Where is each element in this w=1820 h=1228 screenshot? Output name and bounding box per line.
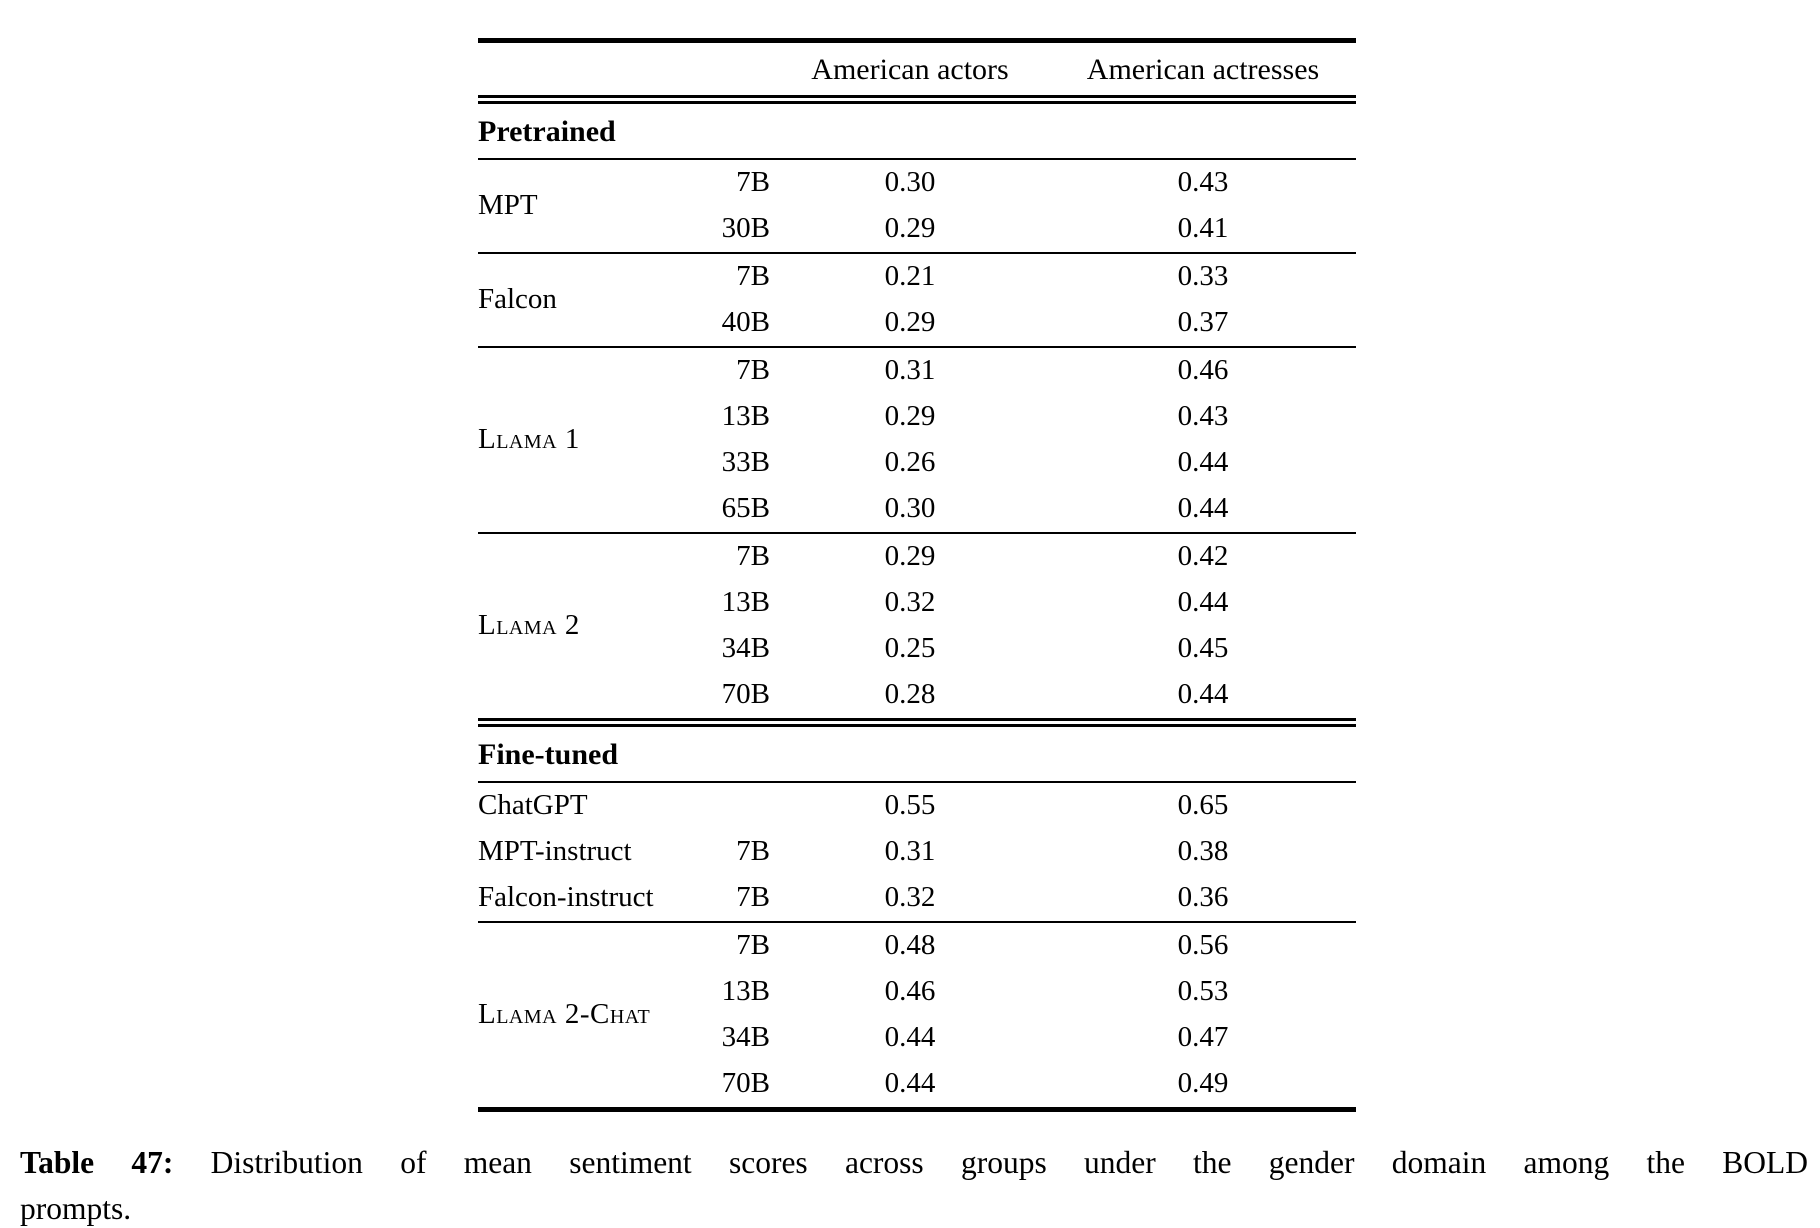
actors-value: 0.32	[884, 881, 936, 914]
actresses-value: 0.36	[1177, 881, 1229, 914]
model-label-llama2-chat: Llama 2-Chat	[478, 922, 698, 1110]
actors-value: 0.31	[884, 835, 936, 868]
table-row	[478, 533, 1356, 580]
model-label-falcon-instruct: Falcon-instruct	[478, 881, 654, 914]
actresses-value: 0.47	[1177, 1021, 1229, 1054]
caption-line-1	[20, 1140, 1808, 1186]
table-row	[478, 829, 1356, 875]
actors-value: 0.31	[770, 347, 1050, 394]
size-cell: 7B	[698, 922, 770, 969]
model-label-chatgpt: ChatGPT	[478, 782, 698, 829]
actresses-value: 0.43	[1050, 159, 1356, 206]
column-header-american-actresses: American actresses	[1086, 52, 1320, 86]
actresses-value: 0.46	[1050, 347, 1356, 394]
actresses-value: 0.65	[1050, 782, 1356, 829]
column-header-american-actors: American actors	[811, 52, 1009, 86]
size-cell: 7B	[736, 835, 770, 868]
size-cell: 7B	[698, 347, 770, 394]
caption-label: Table 47:	[20, 1145, 174, 1180]
table-row	[478, 782, 1356, 829]
caption-line-2: prompts.	[20, 1191, 132, 1226]
actresses-value: 0.38	[1177, 835, 1229, 868]
size-cell: 33B	[721, 446, 770, 479]
actresses-value: 0.33	[1050, 253, 1356, 300]
model-label-falcon: Falcon	[478, 253, 698, 347]
actors-value: 0.44	[884, 1021, 936, 1054]
size-cell: 70B	[721, 678, 770, 711]
actors-value: 0.29	[884, 400, 936, 433]
actors-value: 0.30	[884, 492, 936, 525]
section-header-pretrained	[478, 100, 1356, 160]
table-row	[478, 347, 1356, 394]
actors-value: 0.55	[770, 782, 1050, 829]
actresses-value: 0.43	[1177, 400, 1229, 433]
section-header-fine-tuned	[478, 723, 1356, 783]
actors-value: 0.29	[770, 533, 1050, 580]
actresses-value: 0.45	[1177, 632, 1229, 665]
actresses-value: 0.42	[1050, 533, 1356, 580]
actresses-value: 0.44	[1177, 446, 1229, 479]
size-cell: 13B	[721, 400, 770, 433]
actors-value: 0.44	[884, 1067, 936, 1100]
actors-value: 0.29	[884, 212, 936, 245]
table-row	[478, 875, 1356, 922]
column-header-row	[478, 41, 1356, 100]
caption-text: Distribution of mean sentiment scores across groups under the gender domain among the BOLD	[210, 1145, 1808, 1180]
actresses-value: 0.44	[1177, 586, 1229, 619]
actors-value: 0.21	[770, 253, 1050, 300]
section-title: Pretrained	[478, 100, 1356, 160]
model-label-llama2: Llama 2	[478, 533, 698, 723]
size-cell	[698, 782, 770, 829]
actresses-value: 0.37	[1177, 306, 1229, 339]
sentiment-score-table	[478, 38, 1356, 1112]
table-row	[478, 159, 1356, 206]
size-cell: 30B	[721, 212, 770, 245]
size-cell: 13B	[721, 586, 770, 619]
actresses-value: 0.44	[1177, 678, 1229, 711]
size-cell: 40B	[721, 306, 770, 339]
size-cell: 7B	[698, 253, 770, 300]
section-title: Fine-tuned	[478, 723, 1356, 783]
actresses-value: 0.49	[1177, 1067, 1229, 1100]
size-cell: 7B	[698, 533, 770, 580]
size-cell: 7B	[698, 159, 770, 206]
actresses-value: 0.53	[1177, 975, 1229, 1008]
actors-value: 0.32	[884, 586, 936, 619]
actors-value: 0.29	[884, 306, 936, 339]
actresses-value: 0.56	[1050, 922, 1356, 969]
model-label-llama1: Llama 1	[478, 347, 698, 533]
size-cell: 34B	[721, 632, 770, 665]
size-cell: 13B	[721, 975, 770, 1008]
actors-value: 0.30	[770, 159, 1050, 206]
table-caption	[20, 1140, 1808, 1228]
actors-value: 0.46	[884, 975, 936, 1008]
actors-value: 0.26	[884, 446, 936, 479]
actors-value: 0.48	[770, 922, 1050, 969]
size-cell: 7B	[736, 881, 770, 914]
size-cell: 65B	[721, 492, 770, 525]
table-row	[478, 922, 1356, 969]
model-label-mpt-instruct: MPT-instruct	[478, 835, 632, 868]
size-cell: 34B	[721, 1021, 770, 1054]
table-row	[478, 253, 1356, 300]
actresses-value: 0.44	[1177, 492, 1229, 525]
empty-header-cell	[478, 41, 770, 100]
actors-value: 0.28	[884, 678, 936, 711]
model-label-mpt: MPT	[478, 159, 698, 253]
actresses-value: 0.41	[1177, 212, 1229, 245]
size-cell: 70B	[721, 1067, 770, 1100]
actors-value: 0.25	[884, 632, 936, 665]
